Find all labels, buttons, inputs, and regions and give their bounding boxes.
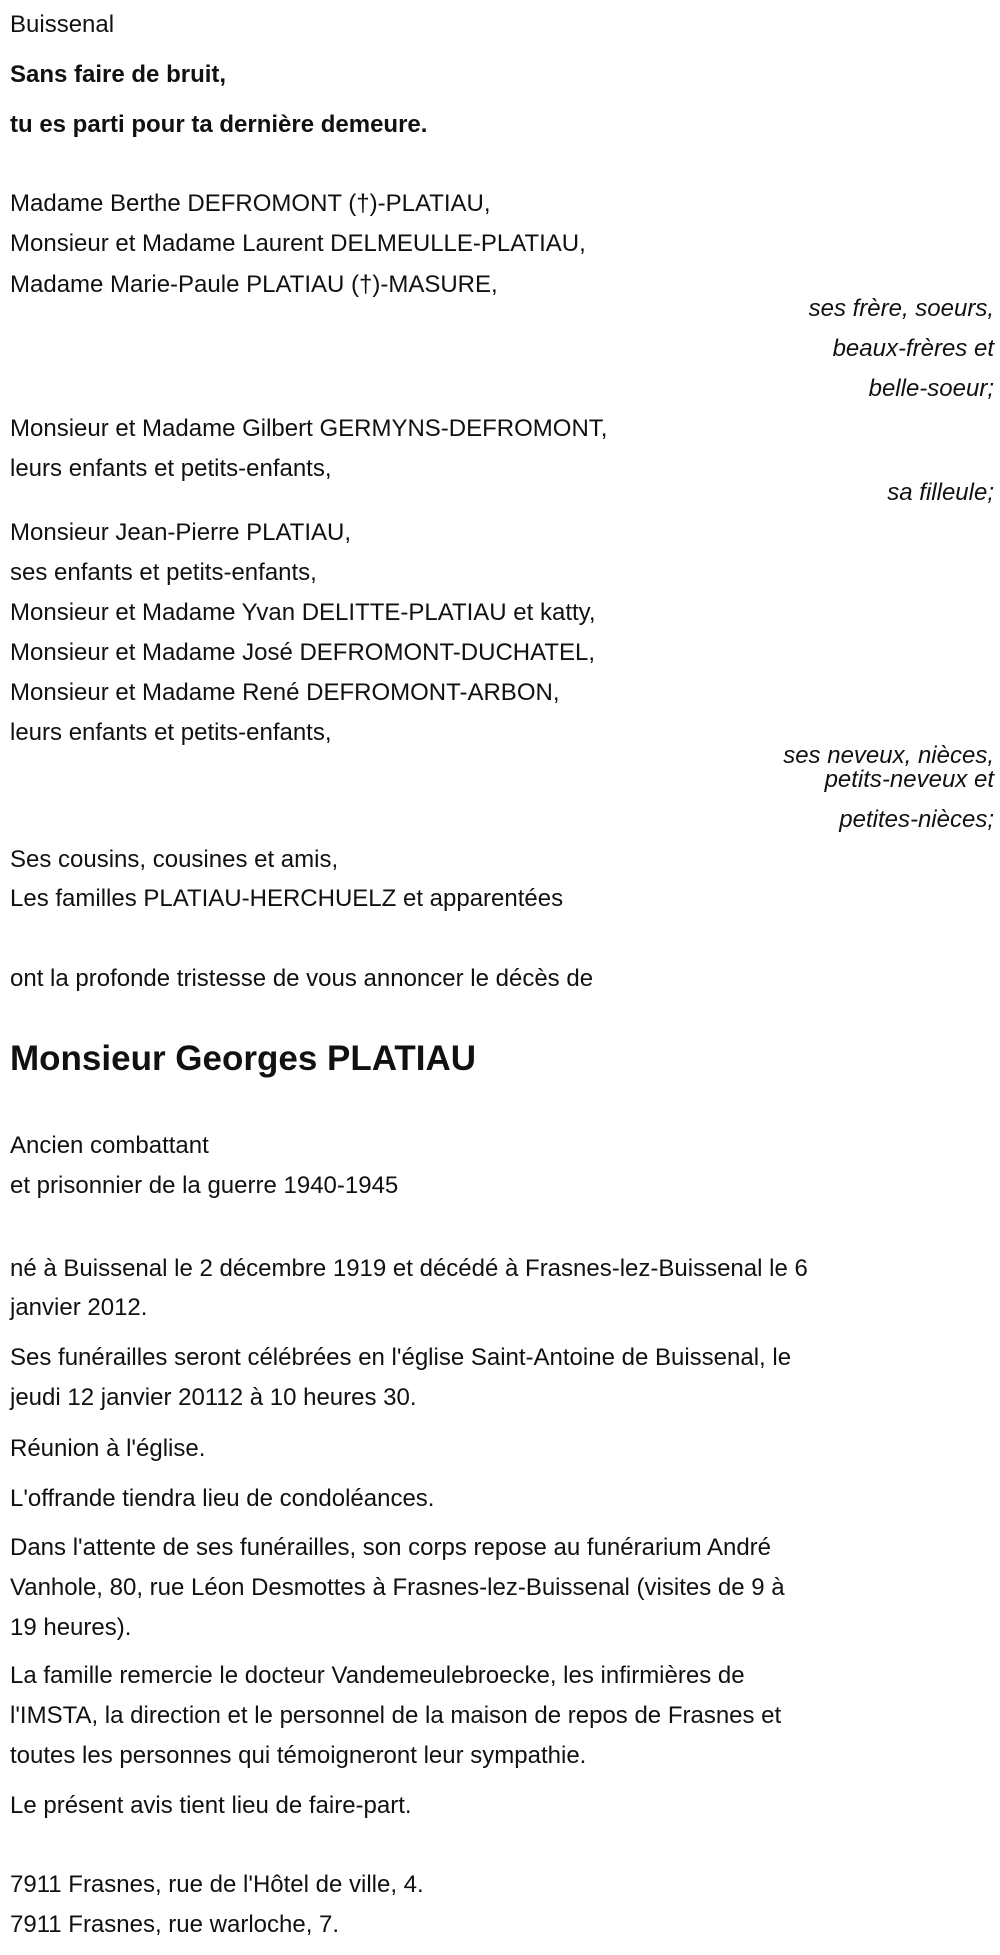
- family-line: leurs enfants et petits-enfants,: [10, 719, 332, 746]
- relation-label: belle-soeur;: [868, 375, 994, 402]
- detail-line: janvier 2012.: [10, 1294, 148, 1321]
- poem-line: tu es parti pour ta dernière demeure.: [10, 111, 428, 138]
- family-line: ses enfants et petits-enfants,: [10, 559, 317, 586]
- family-line: Madame Marie-Paule PLATIAU (†)-MASURE,: [10, 271, 498, 298]
- family-line: Monsieur et Madame Yvan DELITTE-PLATIAU et katty,: [10, 599, 596, 626]
- detail-line: Vanhole, 80, rue Léon Desmottes à Frasnes-lez-Buissenal (visites de 9 à: [10, 1574, 785, 1601]
- detail-line: né à Buissenal le 2 décembre 1919 et décédé à Frasnes-lez-Buissenal le 6: [10, 1255, 808, 1282]
- deceased-title: Ancien combattant: [10, 1132, 209, 1159]
- deceased-name: Monsieur Georges PLATIAU: [10, 1039, 477, 1078]
- relation-label: ses neveux, nièces,: [783, 742, 994, 769]
- family-line: Monsieur et Madame Laurent DELMEULLE-PLATIAU,: [10, 230, 586, 257]
- family-line: Madame Berthe DEFROMONT (†)-PLATIAU,: [10, 190, 491, 217]
- detail-line: jeudi 12 janvier 20112 à 10 heures 30.: [10, 1384, 417, 1411]
- family-line: Monsieur et Madame José DEFROMONT-DUCHATEL,: [10, 639, 596, 666]
- detail-line: Ses funérailles seront célébrées en l'église Saint-Antoine de Buissenal, le: [10, 1344, 792, 1371]
- family-line: Monsieur Jean-Pierre PLATIAU,: [10, 519, 352, 546]
- family-line: Monsieur et Madame Gilbert GERMYNS-DEFROMONT,: [10, 415, 608, 442]
- announcement: ont la profonde tristesse de vous annoncer le décès de: [10, 965, 594, 992]
- detail-line: l'IMSTA, la direction et le personnel de la maison de repos de Frasnes et: [10, 1702, 782, 1729]
- family-line: Les familles PLATIAU-HERCHUELZ et apparentées: [10, 885, 564, 912]
- relation-label: ses frère, soeurs,: [808, 295, 994, 322]
- poem-line: Sans faire de bruit,: [10, 61, 227, 88]
- detail-line: Le présent avis tient lieu de faire-part.: [10, 1792, 412, 1819]
- deceased-title: et prisonnier de la guerre 1940-1945: [10, 1172, 399, 1199]
- family-line: Ses cousins, cousines et amis,: [10, 846, 339, 873]
- detail-line: 19 heures).: [10, 1614, 132, 1641]
- detail-line: La famille remercie le docteur Vandemeulebroecke, les infirmières de: [10, 1662, 745, 1689]
- detail-line: toutes les personnes qui témoigneront leur sympathie.: [10, 1742, 587, 1769]
- relation-label: sa filleule;: [887, 479, 994, 506]
- detail-line: L'offrande tiendra lieu de condoléances.: [10, 1485, 435, 1512]
- detail-line: Réunion à l'église.: [10, 1435, 206, 1462]
- family-line: Monsieur et Madame René DEFROMONT-ARBON,: [10, 679, 560, 706]
- place: Buissenal: [10, 11, 115, 38]
- relation-label: beaux-frères et: [832, 335, 994, 362]
- family-line: leurs enfants et petits-enfants,: [10, 455, 332, 482]
- address: 7911 Frasnes, rue warloche, 7.: [10, 1911, 340, 1938]
- relation-label: petits-neveux et: [824, 766, 994, 793]
- address: 7911 Frasnes, rue de l'Hôtel de ville, 4.: [10, 1871, 424, 1898]
- relation-label: petites-nièces;: [839, 806, 994, 833]
- detail-line: Dans l'attente de ses funérailles, son corps repose au funérarium André: [10, 1534, 772, 1561]
